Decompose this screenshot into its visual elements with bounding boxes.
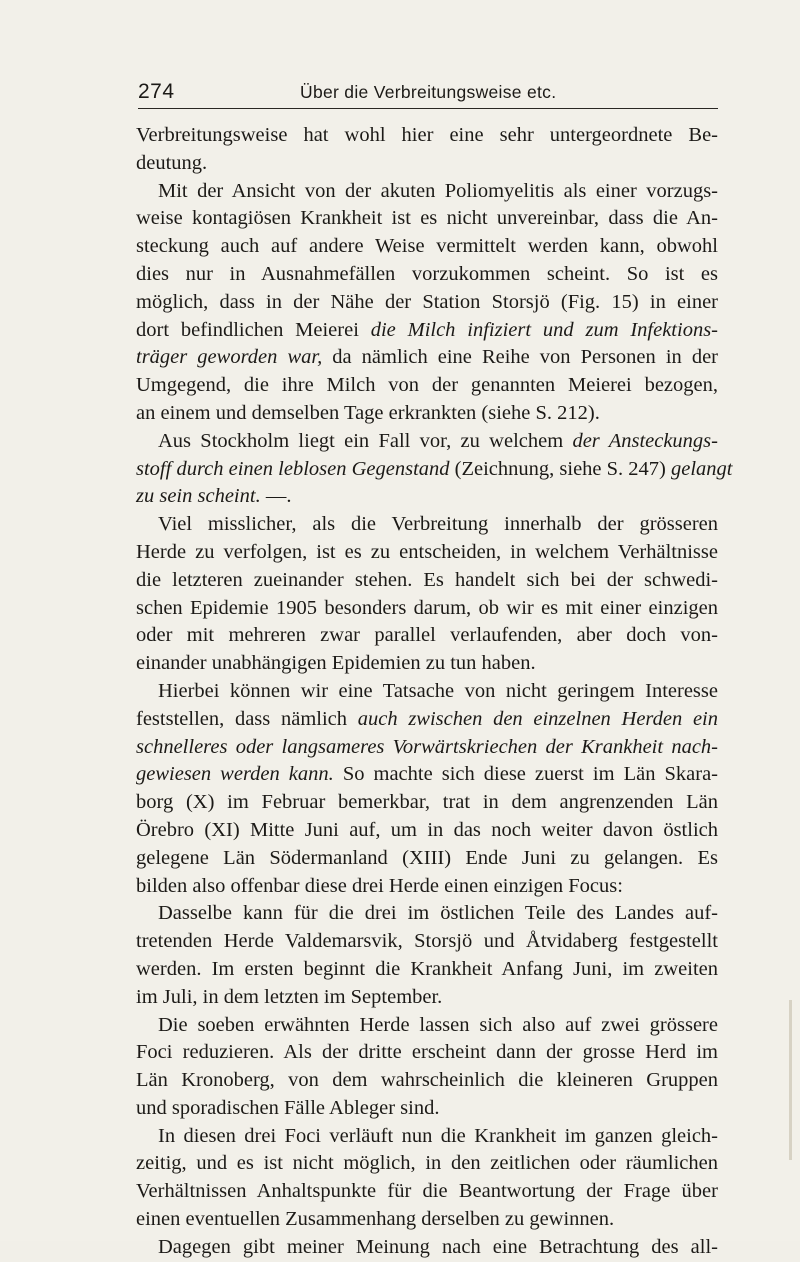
- page-header: [138, 78, 718, 109]
- italic-text: auch zwischen den einzelnen Herden ein: [357, 707, 719, 730]
- text-line: [136, 928, 718, 956]
- text-run: dies nur in Ausnahmefällen vorzukommen scheint. So ist es: [136, 262, 718, 285]
- text-run: So machte sich diese zuerst im Län Skara-: [333, 763, 718, 786]
- text-run: oder mit mehreren zwar parallel verlaufenden, aber doch von-: [136, 624, 718, 647]
- text-line: [136, 1178, 718, 1206]
- text-run: Umgegend, die ihre Milch von der genannten Meierei bezogen,: [136, 374, 718, 397]
- text-run: Die soeben erwähnten Herde lassen sich also auf zwei grössere: [158, 1013, 718, 1036]
- text-run: möglich, dass in der Nähe der Station Storsjö (Fig. 15) in einer: [136, 290, 718, 313]
- text-run: weise kontagiösen Krankheit ist es nicht unvereinbar, dass die An-: [136, 207, 718, 230]
- text-line: [136, 706, 718, 734]
- italic-text: zu sein scheint.: [136, 485, 261, 508]
- page-edge-shadow: [789, 1000, 792, 1160]
- text-run: Verhältnissen Anhaltspunkte für die Beantwortung der Frage über: [136, 1180, 718, 1203]
- italic-text: schnelleres oder langsameres Vorwärtskriechen der Krankheit nach-: [136, 735, 718, 758]
- text-line: [136, 428, 718, 456]
- text-run: Örebro (XI) Mitte Juni auf, um in das noch weiter davon östlich: [136, 818, 718, 841]
- text-run: Aus Stockholm liegt ein Fall vor, zu welchem: [158, 429, 573, 452]
- text-line: [136, 1150, 718, 1178]
- italic-text: die Milch infiziert und zum Infektions-: [370, 318, 718, 341]
- text-line: [136, 1123, 718, 1151]
- text-line: [136, 344, 718, 372]
- text-line: [136, 1012, 718, 1040]
- text-run: gelegene Län Södermanland (XIII) Ende Juni zu gelangen. Es: [136, 846, 718, 869]
- text-line: [136, 1067, 718, 1095]
- text-run: Hierbei können wir eine Tatsache von nicht geringem Interesse: [158, 679, 718, 702]
- text-line: [136, 1234, 718, 1262]
- text-run: die letzteren zueinander stehen. Es handelt sich bei der schwedi-: [136, 568, 718, 591]
- text-run: steckung auch auf andere Weise vermittelt werden kann, obwohl: [136, 235, 718, 258]
- text-line: [136, 900, 718, 928]
- text-line: [136, 817, 718, 845]
- text-run: (Zeichnung, siehe S. 247): [449, 457, 671, 480]
- text-line: [136, 261, 718, 289]
- text-run: dort befindlichen Meierei: [136, 318, 371, 341]
- text-line: [136, 622, 718, 650]
- text-line: [136, 761, 718, 789]
- text-line: [136, 595, 718, 623]
- text-line: [136, 483, 718, 511]
- italic-text: gewiesen werden kann.: [136, 763, 334, 786]
- text-line: [136, 205, 718, 233]
- text-line: [136, 1039, 718, 1067]
- text-run: Viel misslicher, als die Verbreitung innerhalb der grösseren: [158, 513, 718, 536]
- text-line: [136, 233, 718, 261]
- text-line: [136, 734, 718, 762]
- text-run: —.: [260, 485, 292, 508]
- text-run: schen Epidemie 1905 besonders darum, ob wir es mit einer einzigen: [136, 596, 718, 619]
- italic-text: der Ansteckungs-: [572, 429, 718, 452]
- text-run: Län Kronoberg, von dem wahrscheinlich die kleineren Gruppen: [136, 1069, 718, 1092]
- text-line: [136, 150, 718, 178]
- text-line: [136, 122, 718, 150]
- text-run: feststellen, dass nämlich: [136, 707, 358, 730]
- text-run: einen eventuellen Zusammenhang derselben zu gewinnen.: [136, 1208, 615, 1231]
- text-line: [136, 372, 718, 400]
- text-run: da nämlich eine Reihe von Personen in der: [322, 346, 718, 369]
- text-line: [136, 178, 718, 206]
- text-line: [136, 650, 718, 678]
- text-line: [136, 984, 718, 1012]
- text-run: Herde zu verfolgen, ist es zu entscheiden, in welchem Verhältnisse: [136, 540, 718, 563]
- page-number: 274: [138, 80, 175, 103]
- text-line: [136, 873, 718, 901]
- text-run: an einem und demselben Tage erkrankten (siehe S. 212).: [136, 401, 600, 424]
- text-run: deutung.: [136, 151, 208, 174]
- text-line: [136, 567, 718, 595]
- text-run: werden. Im ersten beginnt die Krankheit Anfang Juni, im zweiten: [136, 957, 718, 980]
- text-line: [136, 511, 718, 539]
- text-line: [136, 539, 718, 567]
- italic-text: gelangt: [671, 457, 733, 480]
- text-run: borg (X) im Februar bemerkbar, trat in dem angrenzenden Län: [136, 791, 718, 814]
- text-run: Verbreitungsweise hat wohl hier eine sehr untergeordnete Be-: [136, 124, 718, 146]
- text-line: [136, 1206, 718, 1234]
- text-run: Mit der Ansicht von der akuten Poliomyelitis als einer vorzugs-: [158, 179, 718, 202]
- text-line: [136, 956, 718, 984]
- body-text: [136, 122, 733, 1262]
- text-run: In diesen drei Foci verläuft nun die Krankheit im ganzen gleich-: [158, 1124, 718, 1147]
- text-line: [136, 289, 718, 317]
- italic-text: stoff durch einen leblosen Gegenstand: [136, 457, 450, 480]
- text-line: [136, 456, 733, 484]
- text-run: zeitig, und es ist nicht möglich, in den zeitlichen oder räumlichen: [136, 1152, 718, 1175]
- text-line: [136, 678, 718, 706]
- running-head: Über die Verbreitungsweise etc.: [300, 82, 557, 102]
- text-line: [136, 1095, 718, 1123]
- text-run: Dasselbe kann für die drei im östlichen Teile des Landes auf-: [158, 902, 718, 925]
- text-run: und sporadischen Fälle Ableger sind.: [136, 1096, 440, 1119]
- text-line: [136, 845, 718, 873]
- text-line: [136, 317, 718, 345]
- text-line: [136, 400, 718, 428]
- text-run: im Juli, in dem letzten im September.: [136, 985, 443, 1008]
- text-run: Dagegen gibt meiner Meinung nach eine Betrachtung des all-: [158, 1235, 718, 1258]
- text-run: Foci reduzieren. Als der dritte erscheint dann der grosse Herd im: [136, 1041, 718, 1064]
- text-run: einander unabhängigen Epidemien zu tun haben.: [136, 652, 536, 675]
- text-run: bilden also offenbar diese drei Herde einen einzigen Focus:: [136, 874, 623, 897]
- text-run: tretenden Herde Valdemarsvik, Storsjö und Åtvidaberg festgestellt: [136, 930, 718, 953]
- text-line: [136, 789, 718, 817]
- italic-text: träger geworden war,: [136, 346, 323, 369]
